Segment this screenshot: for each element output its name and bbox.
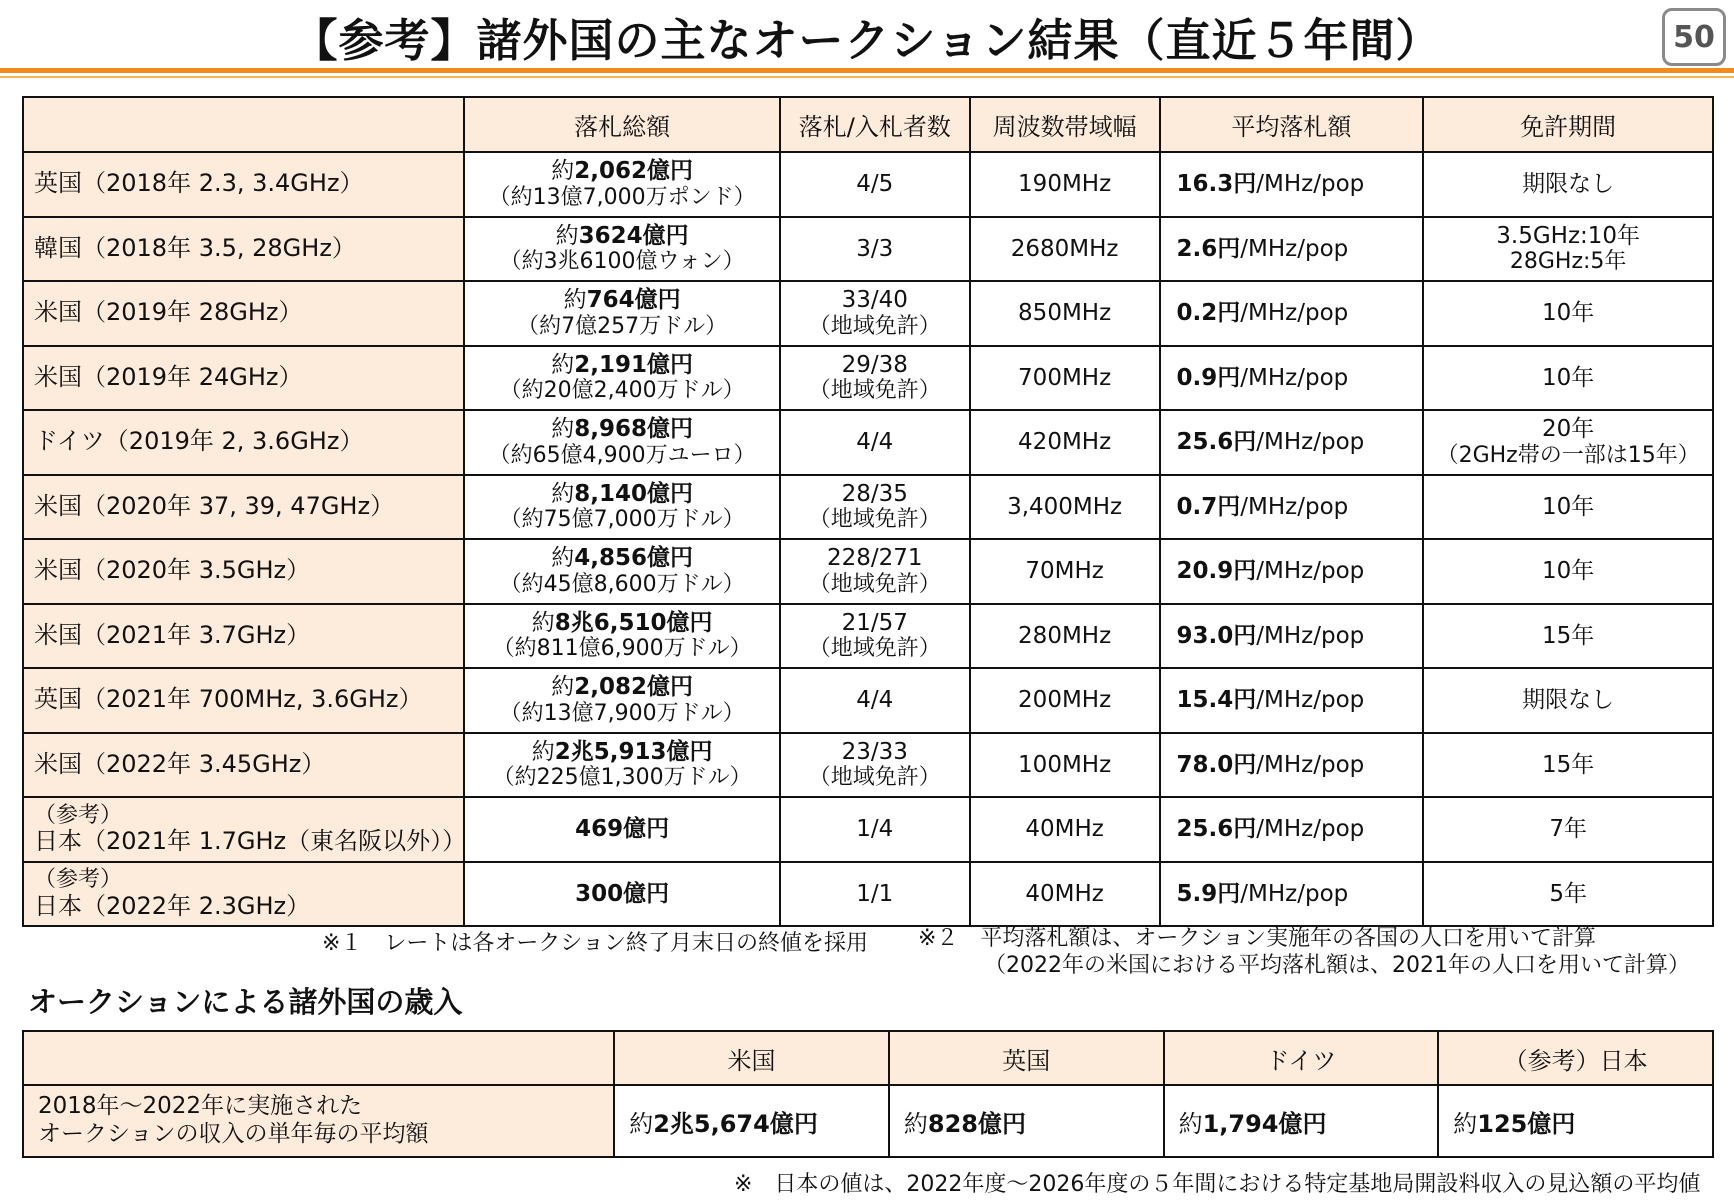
country-label: 英国（2018年 2.3, 3.4GHz） (34, 169, 364, 198)
bandwidth-cell: 190MHz (970, 152, 1160, 217)
country-label: 英国（2021年 700MHz, 3.6GHz） (34, 685, 423, 714)
avg-price-cell (1160, 797, 1424, 862)
header-cell (23, 97, 464, 152)
avg-price-cell (1160, 281, 1424, 346)
total-cell (464, 346, 780, 411)
avg-price-unit: /MHz/pop (1240, 880, 1349, 907)
bandwidth-cell: 2680MHz (970, 217, 1160, 282)
bidders-cell (780, 797, 970, 862)
avg-price-value: 0.7円 (1176, 493, 1241, 520)
revenue-row-label (23, 1085, 614, 1157)
country-cell (23, 797, 467, 862)
country-label: 米国（2020年 3.5GHz） (34, 556, 311, 585)
total-cell (464, 410, 780, 475)
table-row (23, 346, 1713, 411)
avg-price-value: 25.6円 (1176, 429, 1257, 456)
revenue-value-japan (1438, 1085, 1713, 1157)
bandwidth-cell: 200MHz (970, 668, 1160, 733)
bottom-note: ※ 日本の値は、2022年度～2026年度の５年間における特定基地局開設料収入の見込額の平均値 (734, 1172, 1701, 1197)
bidders-cell (780, 733, 970, 798)
bidders-count: 1/1 (856, 880, 894, 907)
table-row (23, 733, 1713, 798)
total-cell (464, 475, 780, 540)
bidders-cell (780, 152, 970, 217)
term-cell (1423, 668, 1713, 733)
country-cell (23, 410, 464, 475)
table-row (23, 668, 1713, 733)
avg-price-value: 0.9円 (1176, 364, 1241, 391)
total-prefix: 約 (551, 674, 575, 701)
value-amount: 125億円 (1477, 1109, 1576, 1138)
page-number: 50 (1662, 8, 1726, 66)
revenue-value-germany (1164, 1085, 1439, 1157)
term-value: 20年 (1542, 416, 1595, 443)
total-cell (464, 539, 780, 604)
total-prefix: 約 (551, 416, 575, 443)
value-prefix: 約 (1453, 1109, 1478, 1138)
revenue-header-row (23, 1031, 1713, 1085)
term-cell (1423, 346, 1713, 411)
avg-price-unit: /MHz/pop (1256, 687, 1365, 714)
avg-price-unit: /MHz/pop (1256, 171, 1365, 198)
footnote-2 (918, 926, 1690, 980)
value-amount: 1,794億円 (1202, 1109, 1327, 1138)
avg-price-cell (1160, 733, 1424, 798)
revenue-row-label-line-1: 2018年～2022年に実施された (38, 1093, 363, 1120)
country-label: 日本（2021年 1.7GHz（東名阪以外）） (34, 827, 467, 856)
bidders-count: 21/57 (841, 609, 908, 636)
bidders-note: （地域免許） (808, 378, 941, 404)
bandwidth-cell: 700MHz (970, 346, 1160, 411)
total-amount: 2兆5,913億円 (554, 738, 713, 765)
term-cell (1423, 862, 1713, 927)
total-converted: （約13億7,000万ポンド） (488, 184, 756, 210)
table-row (23, 152, 1713, 217)
total-prefix: 約 (551, 158, 575, 185)
term-cell (1423, 217, 1713, 282)
bidders-cell (780, 668, 970, 733)
bandwidth-cell: 3,400MHz (970, 475, 1160, 540)
term-detail: （2GHz帯の一部は15年） (1436, 442, 1700, 468)
term-value: 15年 (1542, 622, 1595, 649)
footnote-2-line-1: ※２ 平均落札額は、オークション実施年の各国の人口を用いて計算 (918, 926, 1596, 951)
bidders-note: （地域免許） (808, 313, 941, 339)
term-value: 10年 (1542, 300, 1595, 327)
avg-price-unit: /MHz/pop (1256, 816, 1365, 843)
country-label: 米国（2021年 3.7GHz） (34, 620, 311, 649)
total-converted: （約20億2,400万ドル） (499, 378, 745, 404)
table-row (23, 539, 1713, 604)
bidders-note: （地域免許） (808, 636, 941, 662)
term-cell (1423, 281, 1713, 346)
value-prefix: 約 (629, 1109, 654, 1138)
total-cell (464, 217, 780, 282)
avg-price-cell (1160, 410, 1424, 475)
term-value: 10年 (1542, 558, 1595, 585)
total-amount: 3624億円 (578, 222, 689, 249)
bandwidth-cell: 100MHz (970, 733, 1160, 798)
bidders-cell (780, 604, 970, 669)
country-cell (23, 281, 464, 346)
table-row (23, 217, 1713, 282)
total-converted: （約13億7,900万ドル） (499, 700, 745, 726)
bidders-cell (780, 862, 970, 927)
total-cell (464, 862, 780, 927)
avg-price-cell (1160, 475, 1424, 540)
country-cell (23, 668, 464, 733)
bidders-count: 29/38 (841, 351, 908, 378)
total-converted: （約225億1,300万ドル） (492, 765, 752, 791)
term-value: 15年 (1542, 751, 1595, 778)
avg-price-value: 78.0円 (1176, 751, 1257, 778)
term-value: 期限なし (1522, 687, 1615, 714)
bidders-cell (780, 410, 970, 475)
bidders-count: 4/4 (856, 687, 894, 714)
term-cell (1423, 410, 1713, 475)
country-label: 米国（2019年 24GHz） (34, 362, 303, 391)
term-cell (1423, 539, 1713, 604)
total-cell (464, 733, 780, 798)
term-value: 3.5GHz:10年 (1496, 222, 1641, 249)
term-cell (1423, 475, 1713, 540)
total-cell (464, 797, 780, 862)
country-cell (23, 217, 464, 282)
avg-price-cell (1160, 152, 1424, 217)
bandwidth-cell: 850MHz (970, 281, 1160, 346)
term-value: 7年 (1549, 816, 1587, 843)
bidders-cell (780, 346, 970, 411)
avg-price-value: 20.9円 (1176, 558, 1257, 585)
total-converted: （約811億6,900万ドル） (492, 636, 752, 662)
table-row (23, 604, 1713, 669)
total-amount: 8,140億円 (574, 480, 693, 507)
total-prefix: 約 (563, 287, 587, 314)
term-detail: 28GHz:5年 (1509, 249, 1627, 275)
table-header-row (23, 97, 1713, 152)
country-cell (23, 733, 464, 798)
bidders-cell (780, 475, 970, 540)
revenue-header-cell (23, 1031, 614, 1085)
bidders-count: 33/40 (841, 287, 908, 314)
revenue-value-us (614, 1085, 889, 1157)
table-row (23, 797, 1713, 862)
value-prefix: 約 (903, 1109, 928, 1138)
footnote-1: ※１ レートは各オークション終了月末日の終値を採用 (322, 931, 868, 956)
total-cell (464, 152, 780, 217)
bidders-cell (780, 217, 970, 282)
total-cell (464, 281, 780, 346)
term-cell (1423, 797, 1713, 862)
bidders-count: 23/33 (841, 738, 908, 765)
country-cell (23, 346, 464, 411)
avg-price-value: 93.0円 (1176, 622, 1257, 649)
total-converted: （約45億8,600万ドル） (499, 571, 745, 597)
bidders-cell (780, 539, 970, 604)
term-value: 10年 (1542, 364, 1595, 391)
revenue-section-title: オークションによる諸外国の歳入 (28, 985, 463, 1019)
footnote-2-line-2: （2022年の米国における平均落札額は、2021年の人口を用いて計算） (984, 952, 1690, 978)
total-prefix: 約 (531, 609, 555, 636)
total-amount: 4,856億円 (574, 545, 693, 572)
avg-price-cell (1160, 217, 1424, 282)
total-prefix: 約 (551, 545, 575, 572)
avg-price-value: 16.3円 (1176, 171, 1257, 198)
term-cell (1423, 733, 1713, 798)
title-rule (0, 68, 1734, 73)
reference-note: （参考） (34, 867, 123, 893)
reference-note: （参考） (34, 802, 123, 828)
avg-price-value: 15.4円 (1176, 687, 1257, 714)
avg-price-unit: /MHz/pop (1240, 300, 1349, 327)
header-cell: 落札総額 (464, 97, 780, 152)
bidders-cell (780, 281, 970, 346)
bidders-count: 3/3 (856, 235, 894, 262)
auction-results-table (22, 96, 1714, 927)
header-cell: 平均落札額 (1160, 97, 1424, 152)
revenue-row-label-line-2: オークションの収入の単年毎の平均額 (38, 1121, 429, 1147)
country-label: 韓国（2018年 3.5, 28GHz） (34, 233, 356, 262)
avg-price-value: 0.2円 (1176, 300, 1241, 327)
total-converted: （約3兆6100億ウォン） (499, 249, 745, 275)
revenue-header-cell: 米国 (614, 1031, 889, 1085)
total-amount: 764億円 (586, 287, 681, 314)
table-row (23, 862, 1713, 927)
bandwidth-cell: 280MHz (970, 604, 1160, 669)
avg-price-cell (1160, 346, 1424, 411)
total-amount: 2,062億円 (574, 158, 693, 185)
revenue-header-cell: ドイツ (1164, 1031, 1439, 1085)
avg-price-value: 2.6円 (1176, 235, 1241, 262)
total-cell (464, 668, 780, 733)
avg-price-unit: /MHz/pop (1240, 364, 1349, 391)
bandwidth-cell: 40MHz (970, 862, 1160, 927)
avg-price-cell (1160, 668, 1424, 733)
total-amount: 2,082億円 (574, 674, 693, 701)
value-amount: 2兆5,674億円 (653, 1109, 818, 1138)
total-prefix: 約 (555, 222, 579, 249)
table-row (23, 475, 1713, 540)
total-amount: 469億円 (575, 816, 670, 843)
header-cell: 免許期間 (1423, 97, 1713, 152)
total-converted: （約7億257万ドル） (517, 313, 728, 339)
country-label: 米国（2022年 3.45GHz） (34, 749, 326, 778)
revenue-value-uk (889, 1085, 1164, 1157)
country-cell (23, 862, 464, 927)
avg-price-unit: /MHz/pop (1256, 429, 1365, 456)
term-cell (1423, 604, 1713, 669)
value-prefix: 約 (1178, 1109, 1203, 1138)
total-amount: 300億円 (575, 880, 670, 907)
total-amount: 8兆6,510億円 (554, 609, 713, 636)
bandwidth-cell: 40MHz (970, 797, 1160, 862)
value-amount: 828億円 (927, 1109, 1027, 1138)
term-cell (1423, 152, 1713, 217)
total-prefix: 約 (551, 351, 575, 378)
avg-price-cell (1160, 539, 1424, 604)
total-amount: 8,968億円 (574, 416, 693, 443)
table-row (23, 281, 1713, 346)
total-cell (464, 604, 780, 669)
total-prefix: 約 (531, 738, 555, 765)
bidders-count: 4/5 (856, 171, 894, 198)
avg-price-value: 5.9円 (1176, 880, 1241, 907)
table-row (23, 410, 1713, 475)
country-cell (23, 475, 464, 540)
header-cell: 落札/入札者数 (780, 97, 970, 152)
bidders-note: （地域免許） (808, 765, 941, 791)
avg-price-value: 25.6円 (1176, 816, 1257, 843)
total-amount: 2,191億円 (574, 351, 693, 378)
term-value: 5年 (1549, 880, 1587, 907)
header-cell: 周波数帯域幅 (970, 97, 1160, 152)
country-cell (23, 539, 464, 604)
term-value: 期限なし (1522, 171, 1615, 198)
bidders-note: （地域免許） (808, 571, 941, 597)
country-cell (23, 604, 464, 669)
revenue-value-row (23, 1085, 1713, 1157)
country-label: 米国（2019年 28GHz） (34, 298, 303, 327)
country-label: 米国（2020年 37, 39, 47GHz） (34, 491, 395, 520)
bidders-count: 4/4 (856, 429, 894, 456)
bidders-count: 1/4 (856, 816, 894, 843)
avg-price-unit: /MHz/pop (1240, 493, 1349, 520)
bidders-note: （地域免許） (808, 507, 941, 533)
page-title: 【参考】諸外国の主なオークション結果（直近５年間） (292, 14, 1442, 67)
total-converted: （約65億4,900万ユーロ） (488, 442, 756, 468)
country-cell (23, 152, 464, 217)
revenue-table (22, 1030, 1714, 1158)
avg-price-unit: /MHz/pop (1240, 235, 1349, 262)
bidders-count: 28/35 (841, 480, 908, 507)
avg-price-cell (1160, 862, 1424, 927)
term-value: 10年 (1542, 493, 1595, 520)
revenue-header-cell: （参考）日本 (1438, 1031, 1713, 1085)
avg-price-unit: /MHz/pop (1256, 751, 1365, 778)
avg-price-unit: /MHz/pop (1256, 622, 1365, 649)
avg-price-cell (1160, 604, 1424, 669)
bidders-count: 228/271 (827, 545, 923, 572)
bandwidth-cell: 70MHz (970, 539, 1160, 604)
country-label: 日本（2022年 2.3GHz） (34, 891, 311, 920)
revenue-header-cell: 英国 (889, 1031, 1164, 1085)
title-rule-thin (0, 76, 1734, 78)
avg-price-unit: /MHz/pop (1256, 558, 1365, 585)
bandwidth-cell: 420MHz (970, 410, 1160, 475)
total-prefix: 約 (551, 480, 575, 507)
country-label: ドイツ（2019年 2, 3.6GHz） (34, 427, 364, 456)
total-converted: （約75億7,000万ドル） (499, 507, 745, 533)
